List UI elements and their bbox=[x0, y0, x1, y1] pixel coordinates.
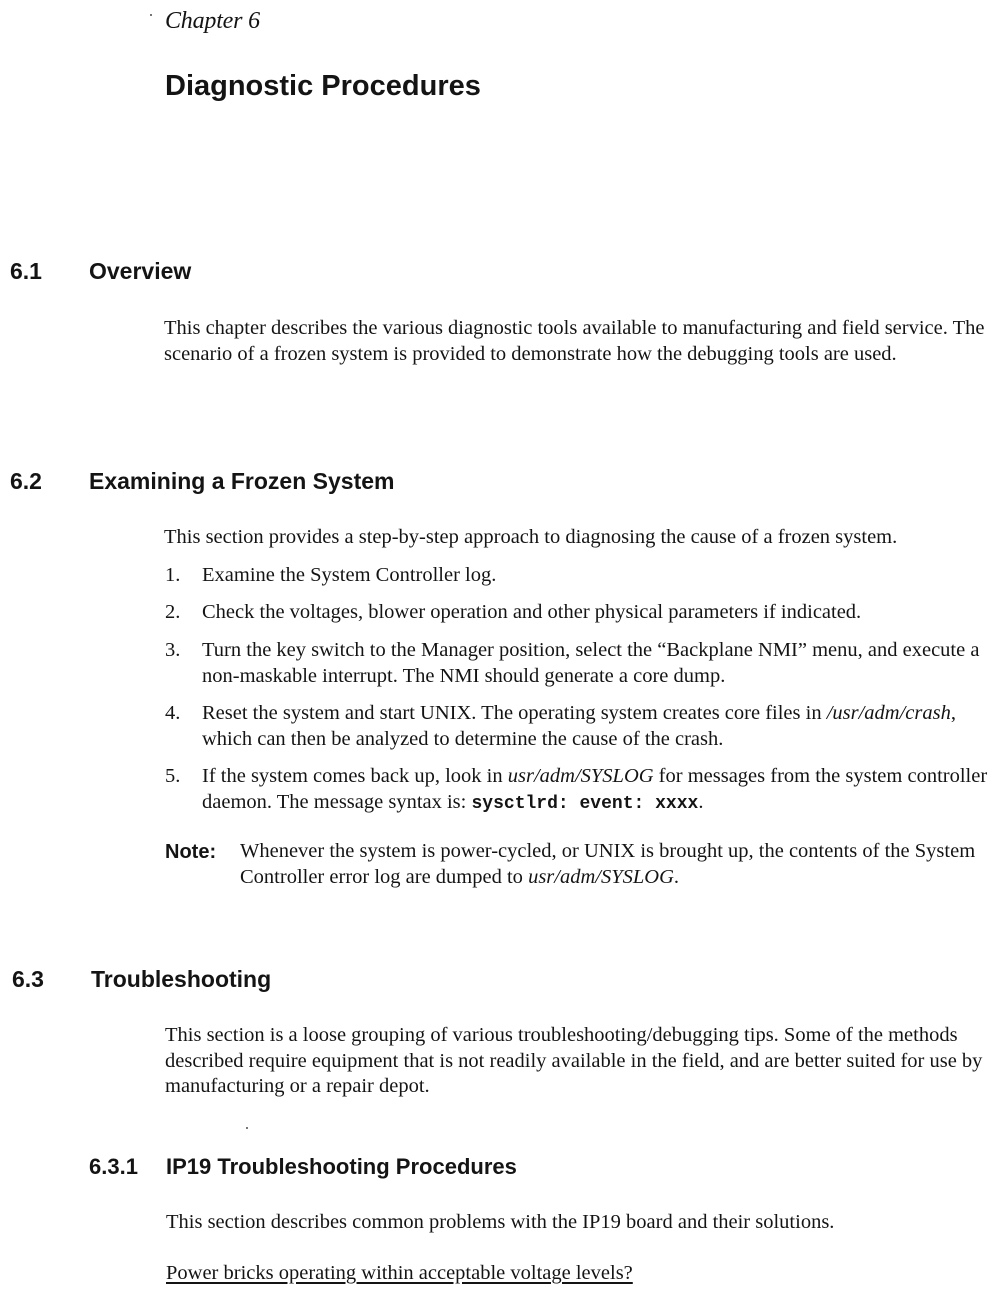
section-number-6-3-1: 6.3.1 bbox=[89, 1154, 138, 1179]
frozen-system-paragraph: This section provides a step-by-step approach to diagnosing the cause of a frozen system. bbox=[164, 526, 898, 548]
section-number-6-2: 6.2 bbox=[10, 468, 42, 494]
chapter-title: Diagnostic Procedures bbox=[165, 70, 481, 102]
section-number-6-3: 6.3 bbox=[12, 966, 44, 992]
power-bricks-subheading: Power bricks operating within acceptable voltage levels? bbox=[166, 1262, 633, 1284]
note-text-after: . bbox=[673, 865, 679, 888]
step-text-after: , which can then be analyzed to determine the cause of the crash. bbox=[202, 702, 956, 750]
file-path: /usr/adm/crash bbox=[826, 702, 951, 724]
list-item-text bbox=[202, 701, 992, 752]
note-text-before: Whenever the system is power-cycled, or UNIX is brought up, the contents of the System Controller error log are dumped to bbox=[240, 840, 976, 888]
section-title-overview: Overview bbox=[89, 258, 192, 284]
step-text-middle: for messages from the system controller daemon. The message syntax is: bbox=[202, 765, 988, 813]
section-title-ip19: IP19 Troubleshooting Procedures bbox=[166, 1154, 517, 1179]
ip19-paragraph: This section describes common problems with the IP19 board and their solutions. bbox=[166, 1211, 835, 1233]
note-text bbox=[240, 839, 1000, 890]
note-label: Note: bbox=[165, 841, 217, 863]
list-item-number: 3. bbox=[165, 639, 181, 661]
chapter-label: Chapter 6 bbox=[165, 8, 260, 34]
list-item-number: 4. bbox=[165, 702, 181, 724]
list-item-text: Examine the System Controller log. bbox=[202, 564, 497, 586]
list-item-number: 1. bbox=[165, 564, 181, 586]
list-item-text bbox=[202, 764, 992, 817]
overview-paragraph: This chapter describes the various diagnostic tools available to manufacturing and field service. The scenario of a frozen system is provided to demonstrate how the debugging tools are used. bbox=[164, 317, 985, 365]
file-path: usr/adm/SYSLOG bbox=[507, 765, 654, 787]
message-syntax-code: sysctlrd: event: xxxx bbox=[471, 793, 699, 814]
file-path: usr/adm/SYSLOG bbox=[528, 865, 674, 888]
step-text-before: If the system comes back up, look in bbox=[202, 765, 508, 787]
list-item-text: Turn the key switch to the Manager position, select the “Backplane NMI” menu, and execute a non-maskable interrupt. The NMI should generate a core dump. bbox=[202, 639, 980, 687]
section-number-6-1: 6.1 bbox=[10, 258, 42, 284]
scan-speck bbox=[150, 14, 152, 16]
list-item-number: 5. bbox=[165, 765, 181, 787]
step-text-after: . bbox=[698, 790, 704, 813]
scan-speck bbox=[246, 1127, 248, 1129]
section-title-troubleshooting: Troubleshooting bbox=[91, 966, 272, 992]
troubleshooting-paragraph: This section is a loose grouping of various troubleshooting/debugging tips. Some of the methods described require equipment that is not readily available in the field, and are better suited for use by manufacturing or a repair depot. bbox=[165, 1024, 983, 1097]
section-title-frozen-system: Examining a Frozen System bbox=[89, 468, 395, 494]
list-item-number: 2. bbox=[165, 601, 181, 623]
list-item-text: Check the voltages, blower operation and other physical parameters if indicated. bbox=[202, 601, 862, 623]
step-text-before: Reset the system and start UNIX. The operating system creates core files in bbox=[202, 702, 827, 724]
